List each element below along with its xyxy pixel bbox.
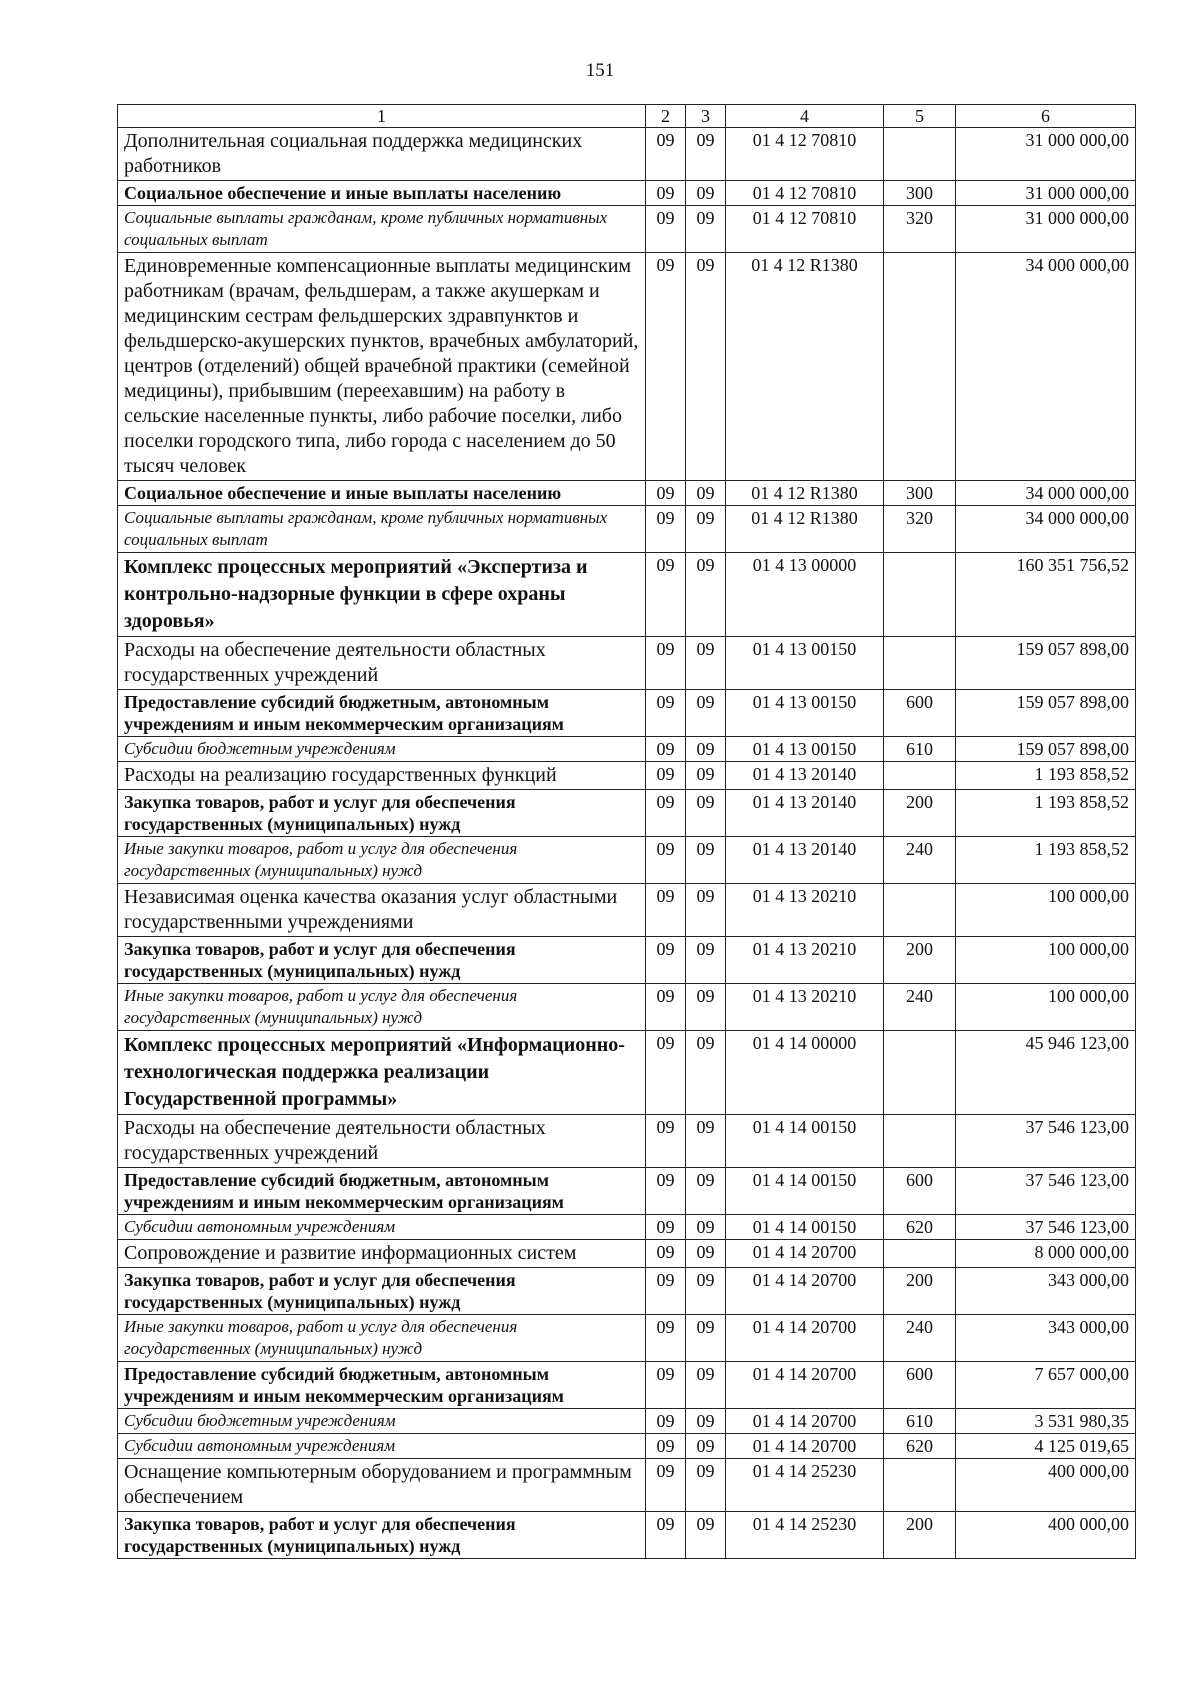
- row-section: 09: [646, 1115, 686, 1168]
- row-expense-type: 610: [884, 737, 956, 762]
- row-target-code: 01 4 14 20700: [726, 1240, 884, 1268]
- row-name: Закупка товаров, работ и услуг для обеспечения государственных (муниципальных) нужд: [118, 1268, 646, 1315]
- table-row: [118, 128, 1136, 181]
- row-target-code: 01 4 14 25230: [726, 1512, 884, 1559]
- row-subsection: 09: [686, 253, 726, 481]
- row-section: 09: [646, 884, 686, 937]
- row-amount: 100 000,00: [956, 884, 1136, 937]
- row-section: 09: [646, 553, 686, 637]
- row-target-code: 01 4 14 00150: [726, 1168, 884, 1215]
- row-section: 09: [646, 1512, 686, 1559]
- table-row: [118, 1240, 1136, 1268]
- row-expense-type: 600: [884, 1168, 956, 1215]
- row-name: Иные закупки товаров, работ и услуг для обеспечения государственных (муниципальных) нужд: [118, 1315, 646, 1362]
- row-subsection: 09: [686, 937, 726, 984]
- row-subsection: 09: [686, 690, 726, 737]
- row-section: 09: [646, 1268, 686, 1315]
- row-target-code: 01 4 12 70810: [726, 128, 884, 181]
- row-expense-type: 240: [884, 837, 956, 884]
- row-expense-type: 600: [884, 1362, 956, 1409]
- row-target-code: 01 4 14 00150: [726, 1115, 884, 1168]
- row-subsection: 09: [686, 1459, 726, 1512]
- row-name: Предоставление субсидий бюджетным, автономным учреждениям и иным некоммерческим организациям: [118, 1362, 646, 1409]
- row-target-code: 01 4 12 R1380: [726, 506, 884, 553]
- row-expense-type: 200: [884, 1512, 956, 1559]
- row-amount: 159 057 898,00: [956, 737, 1136, 762]
- row-subsection: 09: [686, 1268, 726, 1315]
- row-subsection: 09: [686, 1512, 726, 1559]
- row-target-code: 01 4 14 00150: [726, 1215, 884, 1240]
- row-subsection: 09: [686, 1115, 726, 1168]
- row-name: Расходы на обеспечение деятельности областных государственных учреждений: [118, 1115, 646, 1168]
- row-amount: 31 000 000,00: [956, 206, 1136, 253]
- header-cell: 2: [646, 105, 686, 128]
- table-row: [118, 1215, 1136, 1240]
- row-subsection: 09: [686, 1168, 726, 1215]
- budget-table: [117, 104, 1136, 1559]
- table-row: [118, 1315, 1136, 1362]
- row-name: Оснащение компьютерным оборудованием и программным обеспечением: [118, 1459, 646, 1512]
- row-target-code: 01 4 13 20140: [726, 762, 884, 790]
- row-target-code: 01 4 13 00150: [726, 637, 884, 690]
- row-target-code: 01 4 14 20700: [726, 1362, 884, 1409]
- row-subsection: 09: [686, 181, 726, 206]
- row-section: 09: [646, 1409, 686, 1434]
- row-amount: 100 000,00: [956, 984, 1136, 1031]
- row-amount: 7 657 000,00: [956, 1362, 1136, 1409]
- header-cell: 5: [884, 105, 956, 128]
- row-expense-type: 200: [884, 937, 956, 984]
- row-amount: 100 000,00: [956, 937, 1136, 984]
- row-amount: 159 057 898,00: [956, 690, 1136, 737]
- row-amount: 3 531 980,35: [956, 1409, 1136, 1434]
- row-name: Социальные выплаты гражданам, кроме публичных нормативных социальных выплат: [118, 506, 646, 553]
- row-subsection: 09: [686, 790, 726, 837]
- row-name: Социальное обеспечение и иные выплаты населению: [118, 481, 646, 506]
- row-expense-type: [884, 1115, 956, 1168]
- row-section: 09: [646, 984, 686, 1031]
- row-section: 09: [646, 1215, 686, 1240]
- row-target-code: 01 4 14 20700: [726, 1315, 884, 1362]
- header-cell: 4: [726, 105, 884, 128]
- row-name: Субсидии бюджетным учреждениям: [118, 737, 646, 762]
- row-expense-type: 320: [884, 206, 956, 253]
- row-name: Единовременные компенсационные выплаты медицинским работникам (врачам, фельдшерам, а также акушеркам и медицинским сестрам фельдшерских здравпунктов и фельдшерско-акушерских пунктов, врачебных амбулаторий, центров (отделений) общей врачебной практики (семейной медицины), прибывшим (переехавшим) на работу в сельские населенные пункты, либо рабочие поселки, либо поселки городского типа, либо города с населением до 50 тысяч человек: [118, 253, 646, 481]
- page-number: 151: [585, 60, 615, 81]
- row-subsection: 09: [686, 1240, 726, 1268]
- row-name: Дополнительная социальная поддержка медицинских работников: [118, 128, 646, 181]
- row-name: Иные закупки товаров, работ и услуг для обеспечения государственных (муниципальных) нужд: [118, 837, 646, 884]
- row-target-code: 01 4 14 25230: [726, 1459, 884, 1512]
- row-target-code: 01 4 13 00150: [726, 737, 884, 762]
- row-subsection: 09: [686, 1315, 726, 1362]
- row-target-code: 01 4 12 70810: [726, 206, 884, 253]
- row-section: 09: [646, 506, 686, 553]
- table-row: [118, 884, 1136, 937]
- row-section: 09: [646, 1459, 686, 1512]
- header-cell: 1: [118, 105, 646, 128]
- row-target-code: 01 4 13 20140: [726, 790, 884, 837]
- table-row: [118, 1409, 1136, 1434]
- row-target-code: 01 4 13 20210: [726, 884, 884, 937]
- table-row: [118, 206, 1136, 253]
- row-name: Закупка товаров, работ и услуг для обеспечения государственных (муниципальных) нужд: [118, 790, 646, 837]
- row-name: Независимая оценка качества оказания услуг областными государственными учреждениями: [118, 884, 646, 937]
- row-target-code: 01 4 13 00150: [726, 690, 884, 737]
- row-amount: 34 000 000,00: [956, 506, 1136, 553]
- row-expense-type: [884, 1459, 956, 1512]
- row-name: Комплекс процессных мероприятий «Экспертиза и контрольно-надзорные функции в сфере охраны здоровья»: [118, 553, 646, 637]
- table-row: [118, 637, 1136, 690]
- row-subsection: 09: [686, 1215, 726, 1240]
- row-expense-type: 300: [884, 481, 956, 506]
- table-row: [118, 1459, 1136, 1512]
- row-expense-type: 200: [884, 790, 956, 837]
- header-cell: 3: [686, 105, 726, 128]
- row-name: Расходы на обеспечение деятельности областных государственных учреждений: [118, 637, 646, 690]
- row-subsection: 09: [686, 984, 726, 1031]
- table-row: [118, 762, 1136, 790]
- row-amount: 37 546 123,00: [956, 1168, 1136, 1215]
- row-amount: 400 000,00: [956, 1459, 1136, 1512]
- row-amount: 1 193 858,52: [956, 762, 1136, 790]
- row-amount: 400 000,00: [956, 1512, 1136, 1559]
- row-section: 09: [646, 1315, 686, 1362]
- row-section: 09: [646, 1168, 686, 1215]
- row-expense-type: 240: [884, 1315, 956, 1362]
- row-amount: 1 193 858,52: [956, 837, 1136, 884]
- row-name: Предоставление субсидий бюджетным, автономным учреждениям и иным некоммерческим организациям: [118, 1168, 646, 1215]
- row-expense-type: [884, 128, 956, 181]
- row-section: 09: [646, 1434, 686, 1459]
- row-target-code: 01 4 14 00000: [726, 1031, 884, 1115]
- row-target-code: 01 4 13 20210: [726, 937, 884, 984]
- row-expense-type: 300: [884, 181, 956, 206]
- table-row: [118, 1168, 1136, 1215]
- row-section: 09: [646, 837, 686, 884]
- row-section: 09: [646, 690, 686, 737]
- row-expense-type: 200: [884, 1268, 956, 1315]
- row-name: Субсидии бюджетным учреждениям: [118, 1409, 646, 1434]
- row-subsection: 09: [686, 128, 726, 181]
- row-name: Иные закупки товаров, работ и услуг для обеспечения государственных (муниципальных) нужд: [118, 984, 646, 1031]
- row-amount: 343 000,00: [956, 1315, 1136, 1362]
- row-name: Субсидии автономным учреждениям: [118, 1434, 646, 1459]
- row-section: 09: [646, 937, 686, 984]
- table-row: [118, 253, 1136, 481]
- row-subsection: 09: [686, 637, 726, 690]
- row-section: 09: [646, 181, 686, 206]
- row-subsection: 09: [686, 1031, 726, 1115]
- header-cell: 6: [956, 105, 1136, 128]
- row-name: Расходы на реализацию государственных функций: [118, 762, 646, 790]
- row-expense-type: 610: [884, 1409, 956, 1434]
- row-section: 09: [646, 762, 686, 790]
- table-row: [118, 506, 1136, 553]
- row-amount: 37 546 123,00: [956, 1115, 1136, 1168]
- row-section: 09: [646, 1240, 686, 1268]
- row-name: Субсидии автономным учреждениям: [118, 1215, 646, 1240]
- row-section: 09: [646, 737, 686, 762]
- row-name: Закупка товаров, работ и услуг для обеспечения государственных (муниципальных) нужд: [118, 937, 646, 984]
- row-name: Комплекс процессных мероприятий «Информационно-технологическая поддержка реализации Государственной программы»: [118, 1031, 646, 1115]
- row-target-code: 01 4 13 20210: [726, 984, 884, 1031]
- row-name: Закупка товаров, работ и услуг для обеспечения государственных (муниципальных) нужд: [118, 1512, 646, 1559]
- row-subsection: 09: [686, 1362, 726, 1409]
- row-expense-type: 320: [884, 506, 956, 553]
- table-row: [118, 790, 1136, 837]
- table-row: [118, 1268, 1136, 1315]
- row-amount: 34 000 000,00: [956, 253, 1136, 481]
- table-row: [118, 181, 1136, 206]
- row-section: 09: [646, 790, 686, 837]
- row-expense-type: [884, 884, 956, 937]
- row-amount: 1 193 858,52: [956, 790, 1136, 837]
- row-expense-type: [884, 1240, 956, 1268]
- row-amount: 4 125 019,65: [956, 1434, 1136, 1459]
- row-subsection: 09: [686, 206, 726, 253]
- table-row: [118, 1115, 1136, 1168]
- row-subsection: 09: [686, 884, 726, 937]
- row-section: 09: [646, 637, 686, 690]
- row-target-code: 01 4 14 20700: [726, 1434, 884, 1459]
- row-subsection: 09: [686, 506, 726, 553]
- row-section: 09: [646, 128, 686, 181]
- table-row: [118, 837, 1136, 884]
- table-row: [118, 481, 1136, 506]
- row-amount: 343 000,00: [956, 1268, 1136, 1315]
- row-target-code: 01 4 14 20700: [726, 1268, 884, 1315]
- table-row: [118, 984, 1136, 1031]
- row-amount: 159 057 898,00: [956, 637, 1136, 690]
- row-expense-type: 620: [884, 1215, 956, 1240]
- row-target-code: 01 4 12 R1380: [726, 253, 884, 481]
- row-subsection: 09: [686, 762, 726, 790]
- row-target-code: 01 4 13 20140: [726, 837, 884, 884]
- row-expense-type: [884, 637, 956, 690]
- row-expense-type: 600: [884, 690, 956, 737]
- row-amount: 45 946 123,00: [956, 1031, 1136, 1115]
- row-section: 09: [646, 1362, 686, 1409]
- table-row: [118, 937, 1136, 984]
- row-amount: 160 351 756,52: [956, 553, 1136, 637]
- row-section: 09: [646, 206, 686, 253]
- row-amount: 31 000 000,00: [956, 181, 1136, 206]
- table-header-row: [118, 105, 1136, 128]
- row-expense-type: [884, 1031, 956, 1115]
- row-section: 09: [646, 481, 686, 506]
- row-target-code: 01 4 13 00000: [726, 553, 884, 637]
- row-amount: 34 000 000,00: [956, 481, 1136, 506]
- table-row: [118, 1434, 1136, 1459]
- row-section: 09: [646, 1031, 686, 1115]
- row-expense-type: [884, 253, 956, 481]
- row-name: Предоставление субсидий бюджетным, автономным учреждениям и иным некоммерческим организациям: [118, 690, 646, 737]
- row-subsection: 09: [686, 1409, 726, 1434]
- row-name: Сопровождение и развитие информационных систем: [118, 1240, 646, 1268]
- row-expense-type: 620: [884, 1434, 956, 1459]
- table-row: [118, 553, 1136, 637]
- row-expense-type: [884, 762, 956, 790]
- row-target-code: 01 4 12 R1380: [726, 481, 884, 506]
- row-subsection: 09: [686, 1434, 726, 1459]
- table-row: [118, 1031, 1136, 1115]
- row-target-code: 01 4 12 70810: [726, 181, 884, 206]
- row-section: 09: [646, 253, 686, 481]
- row-expense-type: 240: [884, 984, 956, 1031]
- row-expense-type: [884, 553, 956, 637]
- row-subsection: 09: [686, 737, 726, 762]
- row-subsection: 09: [686, 553, 726, 637]
- row-name: Социальное обеспечение и иные выплаты населению: [118, 181, 646, 206]
- table-row: [118, 737, 1136, 762]
- row-name: Социальные выплаты гражданам, кроме публичных нормативных социальных выплат: [118, 206, 646, 253]
- table-row: [118, 1362, 1136, 1409]
- table-row: [118, 690, 1136, 737]
- row-amount: 37 546 123,00: [956, 1215, 1136, 1240]
- row-subsection: 09: [686, 837, 726, 884]
- row-subsection: 09: [686, 481, 726, 506]
- table-row: [118, 1512, 1136, 1559]
- row-amount: 8 000 000,00: [956, 1240, 1136, 1268]
- row-amount: 31 000 000,00: [956, 128, 1136, 181]
- row-target-code: 01 4 14 20700: [726, 1409, 884, 1434]
